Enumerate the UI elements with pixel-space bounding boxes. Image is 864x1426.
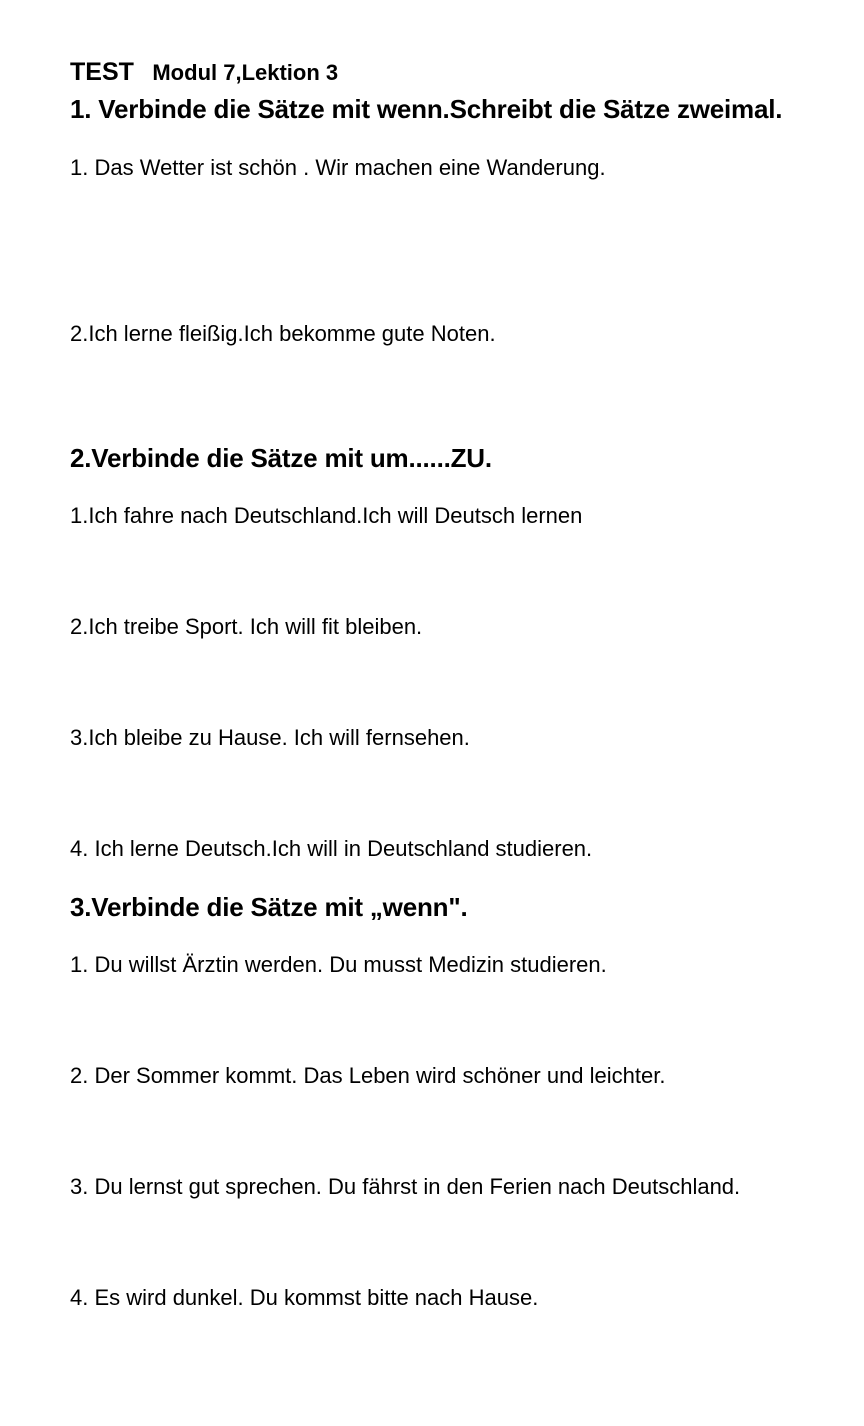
section-3-item-3: 3. Du lernst gut sprechen. Du fährst in den Ferien nach Deutschland. bbox=[70, 1174, 741, 1199]
section-2-item-1: 1.Ich fahre nach Deutschland.Ich will Deutsch lernen bbox=[70, 503, 583, 528]
section-2-item-3: 3.Ich bleibe zu Hause. Ich will fernsehen. bbox=[70, 725, 470, 750]
section-2-heading: 2.Verbinde die Sätze mit um......ZU. bbox=[70, 443, 492, 473]
section-3-heading: 3.Verbinde die Sätze mit „wenn". bbox=[70, 892, 468, 922]
section-3-item-2: 2. Der Sommer kommt. Das Leben wird schöner und leichter. bbox=[70, 1063, 666, 1088]
section-1-item-2: 2.Ich lerne fleißig.Ich bekomme gute Noten. bbox=[70, 321, 496, 346]
document-header bbox=[70, 58, 338, 87]
section-3-item-4: 4. Es wird dunkel. Du kommst bitte nach Hause. bbox=[70, 1285, 539, 1310]
section-1-heading: 1. Verbinde die Sätze mit wenn.Schreibt die Sätze zweimal. bbox=[70, 94, 783, 124]
section-2-item-4: 4. Ich lerne Deutsch.Ich will in Deutschland studieren. bbox=[70, 836, 593, 861]
test-label: TEST bbox=[70, 58, 134, 86]
section-1-item-1: 1. Das Wetter ist schön . Wir machen eine Wanderung. bbox=[70, 155, 606, 180]
section-2-item-2: 2.Ich treibe Sport. Ich will fit bleiben. bbox=[70, 614, 423, 639]
module-label: Modul 7,Lektion 3 bbox=[152, 60, 339, 85]
section-3-item-1: 1. Du willst Ärztin werden. Du musst Medizin studieren. bbox=[70, 952, 607, 977]
